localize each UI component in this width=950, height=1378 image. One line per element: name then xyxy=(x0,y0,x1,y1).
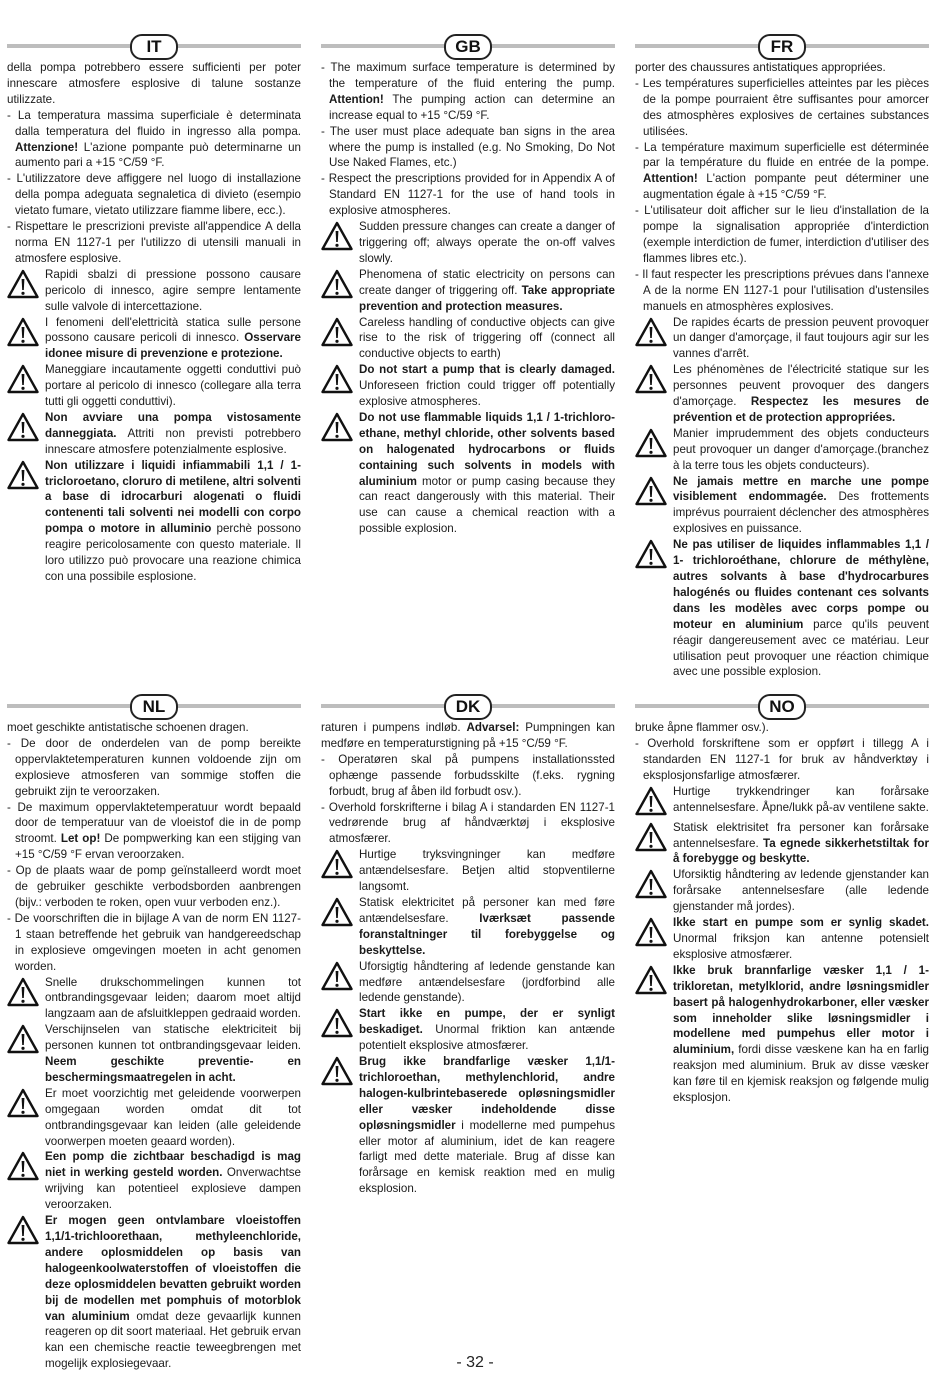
text-run: I fenomeni dell'elettricità statica sulle persone possono causare pericoli di innesco. xyxy=(45,315,301,345)
text-run: Een pomp die zichtbaar beschadigd is mag niet in werking gesteld worden. xyxy=(45,1150,301,1180)
text-run: Rapidi sbalzi di pressione possono causare pericolo di innesco, agire sempre lentamente sulle valvole di intercettazione. xyxy=(45,267,301,313)
text-run: Onverwachtse wrijving kan potentieel explosieve dampen veroorzaken. xyxy=(45,1166,301,1212)
section-fr xyxy=(635,34,929,680)
warning-item xyxy=(635,963,929,1106)
text-run: Maneggiare incautamente oggetti conduttivi può portare al pericolo di innesco (collegare alla terra tutti gli oggetti conduttivi). xyxy=(45,363,301,409)
text-run: Il faut respecter les prescriptions prévues dans l'annexe A de la norme EN 1127-1 pour l'utilisation d'ustensiles manuels en atmosphères explosives. xyxy=(642,267,929,313)
warning-icon xyxy=(635,317,667,347)
warning-icon xyxy=(7,460,39,490)
paragraph xyxy=(321,720,615,752)
text-run: Take appropriate prevention and protection measures. xyxy=(359,283,615,313)
warning-icon xyxy=(7,1024,39,1054)
list-item: - La temperatura massima superficiale è determinata dalla temperatura del fluido in ingresso alla pompa. Attenzione! L'azione pompante può determinarne un aumento pari a +15 °C/59 °F. xyxy=(7,108,301,170)
list-item: - Overhold forskrifterne i bilag A i standarden EN 1127-1 vedrørende brug af håndværktøj i eksplosive atmosfærer. xyxy=(321,800,615,846)
warning-item xyxy=(7,458,301,585)
text-run: Er moet voorzichtig met geleidende voorwerpen omgegaan worden omdat dit tot ontbrandingsgevaar kan leiden (alle geleidende voorwerpen moeten geaard worden). xyxy=(45,1086,301,1148)
warning-icon xyxy=(321,961,353,991)
section-no xyxy=(635,694,929,1106)
paragraph xyxy=(635,60,929,76)
warning-item xyxy=(321,895,615,959)
text-run: Des frottements imprévus pourraient déclencher des atmosphères explosives en puissance. xyxy=(673,490,929,536)
text-run: motor or pump casing because they can react dangerously with this material. Their use can cause a chemical reaction with a possible explosion. xyxy=(359,474,615,536)
text-run: Statisk elektrisitet fra personer kan forårsake antennelsesfare. xyxy=(673,820,929,850)
warning-icon xyxy=(635,476,667,506)
text-run: De maximum oppervlaktetemperatuur wordt bepaald door de temperatuur van de vloeistof die in de pomp stroomt. xyxy=(15,800,301,846)
text-run: The maximum surface temperature is determined by the temperature of the fluid entering the pump. xyxy=(329,61,616,90)
text-run: Do not start a pump that is clearly damaged. xyxy=(359,363,615,377)
text-run: Hurtige tryksvingninger kan medføre antændelsesfare. Betjen altid stopventilerne langsomt. xyxy=(359,848,615,894)
text-run: Phenomena of static electricity on persons can create danger of triggering off. xyxy=(359,267,615,297)
text-run: Les phénomènes de l'électricité statique sur les personnes peuvent provoquer des dangers d'amorçage. xyxy=(673,363,929,409)
page-number: - 32 - xyxy=(456,1354,494,1371)
list-item: - Overhold forskriftene som er oppført i tillegg A i standarden EN 1127-1 for bruk av håndverktøy i eksplosjonsfarlige atmosfærer. xyxy=(635,736,929,782)
warning-icon xyxy=(7,1215,39,1245)
text-run: De voorschriften die in bijlage A van de norm EN 1127-1 staan betreffende het gebruik van handgereedschap in explosieve omgevingen moeten in acht genomen worden. xyxy=(14,911,301,973)
text-run: raturen i pumpens indløb. xyxy=(321,721,467,734)
warning-icon xyxy=(7,364,39,394)
paragraph xyxy=(635,720,929,736)
list-item: - L'utilisateur doit afficher sur le lieu d'installation de la pompe la signalisation appropriée d'interdiction (exemple interdiction de fumer, interdiction d'utiliser des flammes libres etc.). xyxy=(635,204,929,265)
text-run: Pumpningen kan medføre en temperaturstigning på +15 °C/59 °F. xyxy=(321,721,615,750)
warning-item xyxy=(635,362,929,426)
list-item: - De door de onderdelen van de pomp bereikte oppervlaktetemperaturen kunnen voldoende zijn om explosieve atmosferen van sommige stoffen die gebruikt zijn te veroorzaken. xyxy=(7,736,301,798)
warning-icon xyxy=(7,317,39,347)
text-run: perchè possono reagire pericolosamente con questo materiale. Il loro utilizzo può provocare una reazione chimica con una possibile esplosione. xyxy=(45,522,301,583)
warning-icon xyxy=(635,822,667,852)
text-run: Ne jamais mettre en marche une pompe visiblement endommagée. xyxy=(673,474,929,504)
warning-item xyxy=(7,267,301,315)
warning-item xyxy=(7,1022,301,1086)
text-run: Osservare idonee misure di prevenzione e protezione. xyxy=(45,331,301,361)
warning-icon xyxy=(635,786,667,816)
warning-icon xyxy=(321,849,353,879)
language-badge: FR xyxy=(758,34,806,60)
warning-item xyxy=(7,975,301,1023)
text-run: Attriti non previsti potrebbero innescare atmosfere potenzialmente esplosive. xyxy=(45,426,301,456)
text-run: Rispettare le prescrizioni previste all'appendice A della norma EN 1127-1 per l'utilizzo di utensili manuali in atmosfere esplosive. xyxy=(15,220,301,265)
text-run: Les températures superficielles atteintes par les pièces de la pompe pourraient être suffisantes pour amorcer des atmosphères explosives de certaines substances utilisées. xyxy=(642,76,929,138)
list-item: - Rispettare le prescrizioni previste all'appendice A della norma EN 1127-1 per l'utilizzo di utensili manuali in atmosfere esplosive. xyxy=(7,220,301,265)
warning-icon xyxy=(7,1088,39,1118)
warning-item xyxy=(635,784,929,820)
list-item: - Op de plaats waar de pomp geïnstalleerd wordt moet de gebruiker geschikte verbodsborden aanbrengen (bijv.: verboden te roken, open vuur verboden enz.). xyxy=(7,864,301,909)
warning-item xyxy=(7,362,301,410)
warning-item xyxy=(635,915,929,963)
section-header xyxy=(635,34,929,58)
list-item: - The user must place adequate ban signs in the area where the pump is installed (e.g. No Smoking, Do Not Use Naked Flames, etc.) xyxy=(321,124,615,170)
text-run: Uforsiktig håndtering av ledende gjenstander kan forårsake antennelsesfare (alle ledende gjenstander må jordes). xyxy=(673,868,929,914)
warning-icon xyxy=(635,364,667,394)
text-run: Attenzione! xyxy=(15,140,79,154)
text-run: Respectez les mesures de prévention et de protection appropriées. xyxy=(673,395,929,424)
warning-item xyxy=(321,362,615,410)
warning-item xyxy=(635,474,929,538)
text-run: La température maximum superficielle est déterminée par la température du fluide en entrée de la pompe. xyxy=(643,140,929,170)
text-run: Unforeseen friction could trigger off potentially explosive atmospheres. xyxy=(359,379,615,409)
warning-item xyxy=(635,315,929,363)
section-dk xyxy=(321,694,615,1197)
warning-item xyxy=(7,410,301,458)
warning-item xyxy=(7,1086,301,1150)
text-run: omdat deze gevaarlijk kunnen reageren op dit soort materiaal. Het gebruik ervan kan een chemische reactie teweegbrengen met mogelijk explosiegevaar. xyxy=(45,1309,301,1371)
section-header xyxy=(7,34,301,58)
text-run: L'utilizzatore deve affiggere nel luogo di installazione della pompa adeguata segnaletica di divieto (esempio vietato fumare, vietato utilizzare fiamme libere, ecc.). xyxy=(15,172,301,218)
text-run: i modellerne med pumpehus eller motor af aluminium, idet de kan reagere farligt med dette materiale. Brug af disse kan forårsage en kemisk reaktion med en mulig eksplosion. xyxy=(359,1118,615,1196)
section-header xyxy=(635,694,929,718)
text-run: porter des chaussures antistatiques appropriées. xyxy=(635,61,886,74)
language-badge: GB xyxy=(444,34,492,60)
section-nl xyxy=(7,694,301,1372)
language-badge: NO xyxy=(758,694,806,720)
list-item: - Il faut respecter les prescriptions prévues dans l'annexe A de la norme EN 1127-1 pour l'utilisation d'ustensiles manuels en atmosphères explosives. xyxy=(635,267,929,313)
warning-icon xyxy=(321,221,353,251)
text-run: Advarsel: xyxy=(466,721,520,734)
text-run: De pompwerking kan een stijging van +15 °C/59 °F ervan veroorzaken. xyxy=(15,832,301,862)
text-run: De rapides écarts de pression peuvent provoquer un danger d'amorçage, il faut toujours agir sur les vannes d'arrêt. xyxy=(673,315,929,361)
warning-item xyxy=(321,267,615,315)
warning-item xyxy=(7,1213,301,1372)
list-item: - L'utilizzatore deve affiggere nel luogo di installazione della pompa adeguata segnaletica di divieto (esempio vietato fumare, vietato utilizzare fiamme libere, ecc.). xyxy=(7,172,301,218)
warning-icon xyxy=(321,1056,353,1086)
section-header xyxy=(321,34,615,58)
warning-icon xyxy=(635,539,667,569)
warning-icon xyxy=(7,977,39,1007)
text-run: Ne pas utiliser de liquides inflammables 1,1 / 1- trichloroéthane, chlorure de méthylène, autres solvants à base d'hydrocarbures halogénés ou fluides contenant ces solvants dans les modèles avec corps pompe ou moteur en aluminium xyxy=(673,538,929,631)
text-run: Careless handling of conductive objects can give rise to the risk of triggering off (connect all conductive objects to earth) xyxy=(359,315,615,361)
text-run: Neem geschikte preventie- en beschermingsmaatregelen in acht. xyxy=(45,1055,301,1084)
warning-icon xyxy=(7,1151,39,1181)
warning-item xyxy=(321,1054,615,1197)
warning-icon xyxy=(321,897,353,927)
paragraph xyxy=(7,60,301,108)
text-run: fordi disse væskene kan ha en farlig reaksjon med aluminium. Bruk av disse væsker kan føre til en kjemisk reaksjon og følgende mulig eksplosjon. xyxy=(673,1043,929,1105)
warning-item xyxy=(635,820,929,868)
warning-item xyxy=(321,219,615,267)
list-item: - De maximum oppervlaktetemperatuur wordt bepaald door de temperatuur van de vloeistof die in de pomp stroomt. Let op! De pompwerking kan een stijging van +15 °C/59 °F ervan veroorzaken. xyxy=(7,800,301,862)
text-run: Operatøren skal på pumpens installationssted ophænge passende forbudsskilte (f.eks. rygning forbudt, brug af åben ild forbudt osv.). xyxy=(329,752,615,798)
list-item: - De voorschriften die in bijlage A van de norm EN 1127-1 staan betreffende het gebruik van handgereedschap in explosieve omgevingen moeten in acht genomen worden. xyxy=(7,911,301,973)
text-run: Attention! xyxy=(329,92,384,106)
text-run: The user must place adequate ban signs in the area where the pump is installed (e.g. No Smoking, Do Not Use Naked Flames, etc.) xyxy=(329,124,615,170)
text-run: Respect the prescriptions provided for in Appendix A of Standard EN 1127-1 for the use of hand tools in explosive atmospheres. xyxy=(328,172,615,218)
text-run: L'azione pompante può determinarne un aumento pari a +15 °C/59 °F. xyxy=(15,140,301,170)
text-run: Statisk elektricitet på personer kan med føre antændelsesfare. xyxy=(359,895,615,925)
language-badge: NL xyxy=(130,694,178,720)
text-run: della pompa potrebbero essere sufficienti per poter innescare atmosfere esplosive di talune sostanze utilizzate. xyxy=(7,61,301,106)
section-gb xyxy=(321,34,615,537)
text-run: Manier imprudemment des objets conducteurs peut provoquer un danger d'amorçage.(branchez à la terre tous les objets conducteurs). xyxy=(673,426,929,472)
language-badge: IT xyxy=(130,34,178,60)
list-item: - Respect the prescriptions provided for in Appendix A of Standard EN 1127-1 for the use of hand tools in explosive atmospheres. xyxy=(321,172,615,218)
text-run: Brug ikke brandfarlige væsker 1,1/1-trichloroethan, methylenchlorid, andre halogen-kulbrintebaserede opløsningsmidler eller væsker indeholdende disse opløsningsmidler xyxy=(359,1055,615,1132)
section-header xyxy=(7,694,301,718)
text-run: Sudden pressure changes can create a danger of triggering off; always operate the on-off valves slowly. xyxy=(359,220,615,265)
language-badge: DK xyxy=(444,694,492,720)
warning-item xyxy=(635,426,929,474)
warning-item xyxy=(7,1149,301,1213)
warning-icon xyxy=(7,412,39,442)
warning-icon xyxy=(321,412,353,442)
list-item: - Operatøren skal på pumpens installationssted ophænge passende forbudsskilte (f.eks. rygning forbudt, brug af åben ild forbudt osv.). xyxy=(321,752,615,798)
text-run: Overhold forskriftene som er oppført i tillegg A i standarden EN 1127-1 for bruk av håndverktøy i eksplosjonsfarlige atmosfærer. xyxy=(643,736,929,782)
warning-item xyxy=(635,537,929,680)
text-run: Ta egnede sikkerhetstiltak for å forebygge og beskytte. xyxy=(673,836,929,866)
section-header xyxy=(321,694,615,718)
text-run: moet geschikte antistatische schoenen dragen. xyxy=(7,721,249,734)
section-it xyxy=(7,34,301,585)
text-run: Hurtige trykkendringer kan forårsake antennelsesfare. Åpne/lukk på-av ventilene sakte. xyxy=(673,784,929,814)
text-run: Unormal friktion kan antænde potentielt eksplosive atmosfærer. xyxy=(359,1023,615,1053)
text-run: The pumping action can determine an increase equal to +15 °C/59 °F. xyxy=(329,92,615,122)
text-run: Non avviare una pompa vistosamente danneggiata. xyxy=(45,410,301,440)
text-run: Ikke bruk brannfarlige væsker 1,1 / 1-trikloretan, metylklorid, andre løsningsmidler basert på halogenhydrokarboner, eller væsker som inneholder slike løsningsmidler i modellene med pumpehus eller motor i aluminium, xyxy=(673,963,929,1057)
warning-icon xyxy=(635,965,667,995)
text-run: L'utilisateur doit afficher sur le lieu d'installation de la pompe la signalisation appropriée d'interdiction (exemple interdiction de fumer, interdiction d'utiliser des flammes libres etc.). xyxy=(643,204,929,265)
warning-item xyxy=(321,410,615,537)
warning-item xyxy=(321,847,615,895)
text-run: La temperatura massima superficiale è determinata dalla temperatura del fluido in ingresso alla pompa. xyxy=(15,108,301,138)
warning-icon xyxy=(321,1008,353,1038)
text-run: Iværksæt passende foranstaltninger til forebyggelse og beskyttelse. xyxy=(359,911,616,957)
warning-item xyxy=(321,1006,615,1054)
text-run: De door de onderdelen van de pomp bereikte oppervlaktetemperaturen kunnen voldoende zijn om explosieve atmosferen van sommige stoffen die gebruikt zijn te veroorzaken. xyxy=(15,736,301,798)
warning-icon xyxy=(7,269,39,299)
warning-item xyxy=(321,315,615,363)
text-run: Op de plaats waar de pomp geïnstalleerd wordt moet de gebruiker geschikte verbodsborden aanbrengen (bijv.: verboden te roken, open vuur verboden enz.). xyxy=(15,864,301,909)
text-run: parce qu'ils peuvent réagir dangereusement avec ce matériau. Leur utilisation peut provoquer une réaction chimique avec une possible explosion. xyxy=(673,617,929,679)
text-run: Snelle drukschommelingen kunnen tot ontbrandingsgevaar leiden; daarom moet altijd langzaam aan de afsluitkleppen gedraaid worden. xyxy=(45,975,301,1021)
text-run: L'action pompante peut déterminer une augmentation égale à +15 °C/59 °F. xyxy=(643,172,929,202)
text-run: Do not use flammable liquids 1,1 / 1-trichloro-ethane, methyl chloride, other solvents based on halogenated hydrocarbons or fluids containing such solvents in models with aluminium xyxy=(359,410,615,488)
text-run: Uforsigtig håndtering af ledende genstande kan medføre antændelsesfare (jordforbind alle ledende genstande). xyxy=(359,959,615,1005)
text-run: Non utilizzare i liquidi infiammabili 1,1 / 1-tricloroetano, cloruro di metilene, altri solventi a base di idrocarburi alogenati o fluidi contenenti tali solventi nei modelli con corpo pompa o motore in alluminio xyxy=(45,458,301,536)
text-run: Let op! xyxy=(60,832,101,846)
text-run: Attention! xyxy=(643,172,698,186)
warning-item xyxy=(635,867,929,915)
text-run: Er mogen geen ontvlambare vloeistoffen 1,1/1-trichloorethaan, methyleenchloride, andere oplosmiddelen op basis van halogeenkoolwaterstoffen of vloeistoffen die deze oplosmiddelen bevatten gebruikt worden bij de modellen met pomphuis of motorblok van aluminium xyxy=(45,1214,301,1323)
text-run: Unormal friksjon kan antenne potensielt eksplosive atmosfærer. xyxy=(673,931,929,961)
list-item: - Les températures superficielles atteintes par les pièces de la pompe pourraient être suffisantes pour amorcer des atmosphères explosives de certaines substances utilisées. xyxy=(635,76,929,138)
warning-icon xyxy=(321,269,353,299)
list-item: - La température maximum superficielle est déterminée par la température du fluide en entrée de la pompe. Attention! L'action pompante peut déterminer une augmentation égale à +15 °C/59 °F. xyxy=(635,140,929,202)
warning-icon xyxy=(635,917,667,947)
warning-icon xyxy=(635,869,667,899)
text-run: Overhold forskrifterne i bilag A i standarden EN 1127-1 vedrørende brug af håndværktøj i eksplosive atmosfærer. xyxy=(328,800,615,846)
warning-icon xyxy=(635,428,667,458)
warning-item xyxy=(7,315,301,363)
list-item: - The maximum surface temperature is determined by the temperature of the fluid entering the pump. Attention! The pumping action can determine an increase equal to +15 °C/59 °F. xyxy=(321,61,616,122)
text-run: Start ikke en pumpe, der er synligt beskadiget. xyxy=(359,1007,615,1037)
warning-icon xyxy=(321,317,353,347)
text-run: Ikke start en pumpe som er synlig skadet. xyxy=(673,916,929,930)
text-run: Verschijnselen van statische elektriciteit bij personen kunnen tot ontbrandingsgevaar leiden. xyxy=(45,1023,301,1053)
warning-icon xyxy=(321,364,353,394)
warning-item xyxy=(321,959,615,1007)
paragraph xyxy=(7,720,301,736)
text-run: bruke åpne flammer osv.). xyxy=(635,721,769,734)
